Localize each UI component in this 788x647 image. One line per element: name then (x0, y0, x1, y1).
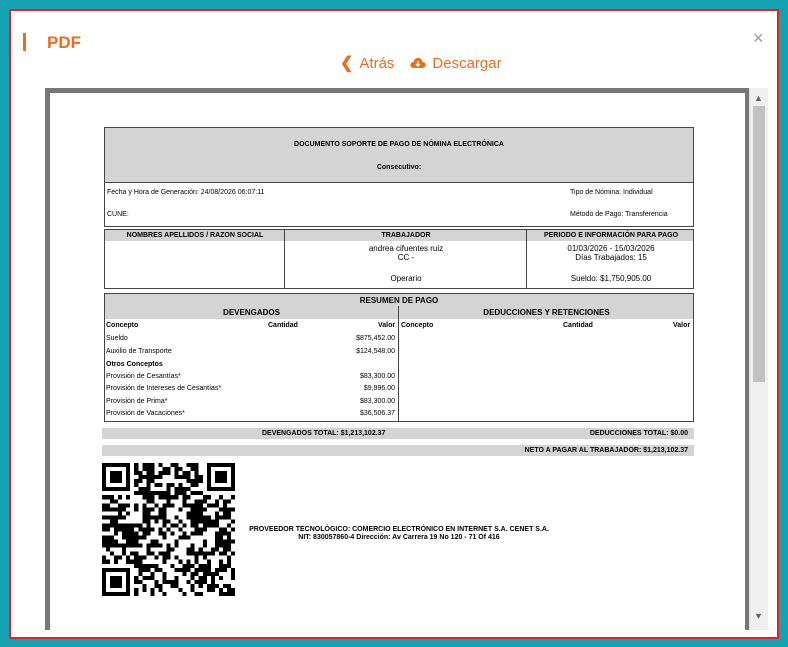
ded-h-valor: Valor (673, 322, 691, 329)
cloud-download-icon[interactable] (410, 56, 426, 70)
dev-h-concepto: Concepto (106, 322, 139, 329)
row-concepto: Auxilio de Transporte (106, 348, 172, 355)
ded-h-concepto: Concepto (401, 322, 434, 329)
resumen-title: RESUMEN DE PAGO (359, 296, 439, 305)
scroll-down-icon[interactable]: ▼ (754, 611, 763, 621)
cune: CUNE: (107, 211, 129, 218)
trabajador-nombre: andrea cifuentes ruiz (368, 244, 444, 253)
accent-bar (23, 33, 26, 51)
devengados-total: DEVENGADOS TOTAL: $1,213,102.37 (262, 430, 386, 437)
scroll-thumb[interactable] (753, 106, 765, 382)
row-concepto: Provisión de Cesantías* (106, 373, 181, 380)
modal-nav (340, 53, 502, 73)
otros-title: Otros Conceptos (106, 361, 163, 368)
neto-bar (102, 445, 694, 456)
trabajador-cargo: Operario (390, 274, 422, 283)
deducciones-total: DEDUCCIONES TOTAL: $0.00 (589, 430, 688, 437)
modal-dialog (9, 9, 779, 639)
proveedor: PROVEEDOR TECNOLÓGICO: COMERCIO ELECTRÓNICO EN INTERNET S.A. CENET S.A. (249, 526, 549, 533)
devengados-title: DEVENGADOS (223, 308, 280, 317)
row-valor: $83,300.00 (359, 398, 395, 405)
ded-h-cantidad: Cantidad (563, 322, 593, 329)
deducciones-title: DEDUCCIONES Y RETENCIONES (483, 308, 610, 317)
row-concepto: Sueldo (106, 335, 128, 342)
row-valor: $9,996.00 (363, 385, 395, 392)
dias-trabajados: Días Trabajados: 15 (575, 253, 647, 262)
trabajador-cc: CC - (397, 253, 415, 262)
back-button[interactable]: Atrás (359, 54, 395, 72)
proveedor-nit: NIT: 830057860-4 Dirección: Av Carrera 19 No 120 - 71 Of 416 (298, 534, 500, 541)
fecha-generacion: Fecha y Hora de Generación: 24/08/2026 06:07:11 (107, 189, 265, 196)
row-valor: $36,506.37 (359, 410, 395, 417)
modal-title: PDF (47, 33, 81, 52)
doc-info (104, 182, 694, 227)
row-valor: $875,452.00 (356, 335, 395, 342)
dev-h-cantidad: Cantidad (268, 322, 298, 329)
pdf-page (50, 93, 745, 630)
row-concepto: Provisión de Vacaciones* (106, 410, 185, 417)
tipo-nomina: Tipo de Nómina: Individual (570, 189, 653, 196)
row-valor: $83,300.00 (359, 373, 395, 380)
col-nombres: NOMBRES APELLIDOS / RAZON SOCIAL (126, 232, 264, 239)
neto-pagar: NETO A PAGAR AL TRABAJADOR: $1,213,102.37 (524, 447, 688, 454)
row-concepto: Provisión de Prima* (106, 398, 168, 405)
doc-heading: DOCUMENTO SOPORTE DE PAGO DE NÓMINA ELECTRÓNICA (294, 141, 504, 148)
metodo-pago: Método de Pago: Transferencia (570, 211, 668, 218)
col-periodo: PERIODO E INFORMACIÓN PARA PAGO (543, 232, 679, 239)
dev-h-valor: Valor (378, 322, 396, 329)
chevron-left-icon[interactable]: ❮ (340, 55, 354, 72)
sueldo-info: Sueldo: $1,750,905.00 (570, 274, 652, 283)
close-icon[interactable]: × (753, 28, 764, 48)
resumen-section (104, 293, 694, 422)
scroll-up-icon[interactable]: ▲ (754, 93, 763, 103)
qr-code (102, 463, 235, 596)
divider (398, 306, 399, 421)
worker-section (104, 229, 694, 289)
totals-bar (102, 428, 694, 439)
download-button[interactable]: Descargar (432, 54, 502, 72)
scrollbar[interactable] (749, 88, 768, 630)
row-concepto: Provisión de Intereses de Cesantías* (106, 385, 222, 392)
doc-header (104, 127, 694, 183)
row-valor: $124,548.00 (356, 348, 395, 355)
doc-consecutivo: Consecutivo: (376, 164, 422, 171)
pdf-viewer[interactable] (45, 88, 767, 630)
periodo-fechas: 01/03/2026 - 15/03/2026 (567, 244, 655, 253)
col-trabajador: TRABAJADOR (381, 232, 431, 239)
